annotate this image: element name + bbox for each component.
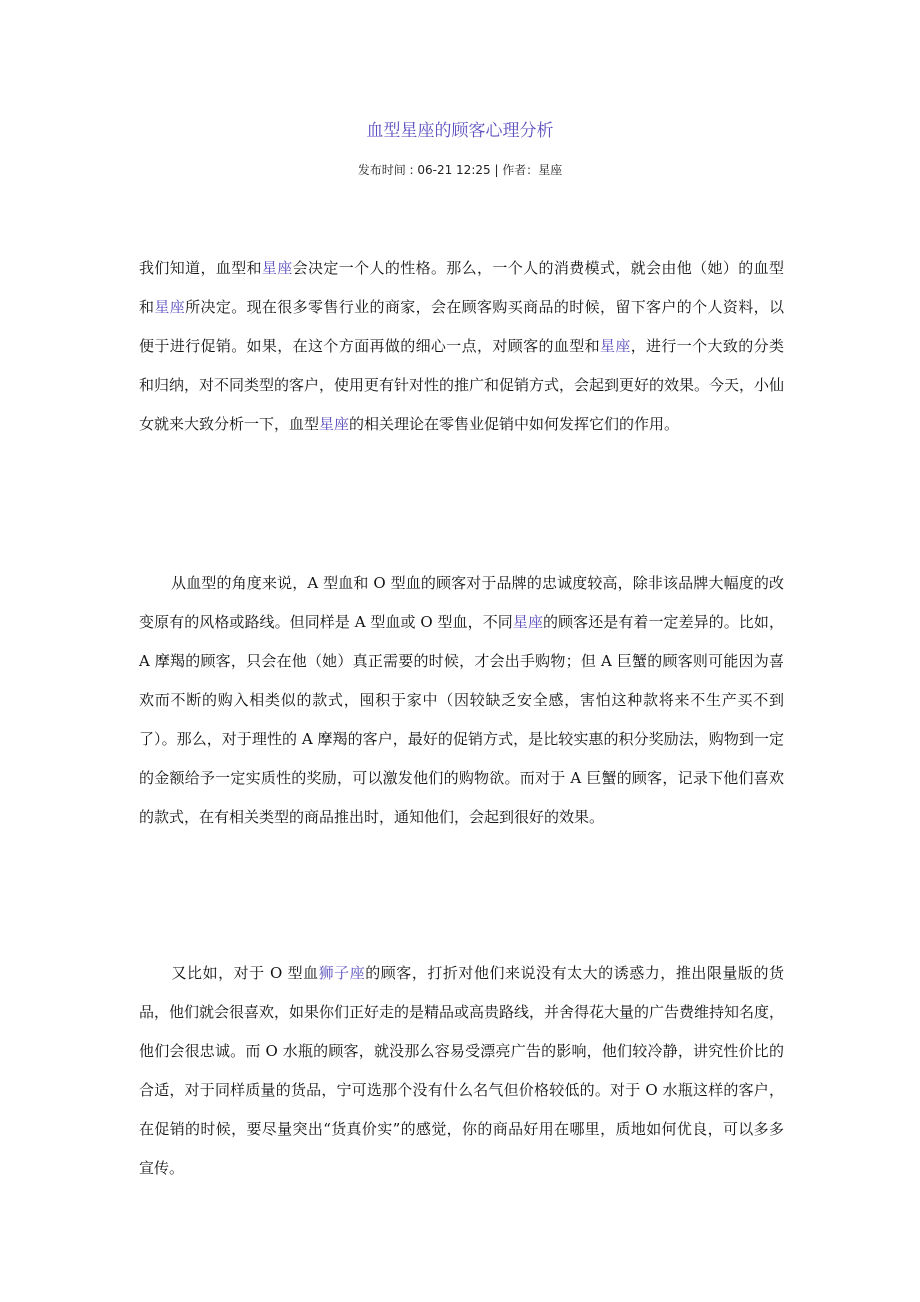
- paragraph-text: ，进行一个大致的分类和归纳，对不同类型的客户，使用更有针对性的推广和促销方式，会起到更好的效果。今天，小仙女就来大致分析一下，血型: [139, 337, 785, 433]
- keyword-link[interactable]: 星座: [261, 259, 293, 277]
- keyword-link[interactable]: 星座: [599, 337, 631, 355]
- paragraph-text: 又比如，对于 O 型血: [171, 964, 319, 982]
- article-paragraph-1: [139, 249, 784, 444]
- paragraph-text: 我们知道，血型和: [139, 259, 262, 277]
- article-meta: 发布时间 : 06-21 12:25 | 作者：星座: [357, 163, 563, 177]
- article-title: 血型星座的顾客心理分析: [366, 121, 554, 141]
- paragraph-text: 所决定。现在很多零售行业的商家，会在顾客购买商品的时候，留下客户的个人资料，以便于进行促销。如果，在这个方面再做的细心一点，对顾客的血型和: [139, 298, 784, 355]
- keyword-link[interactable]: 狮子座: [318, 964, 366, 982]
- paragraph-text: 会决定一个人的性格。那么，一个人的消费模式，就会由他（她）的血型和: [139, 259, 784, 316]
- paragraph-text: 从血型的角度来说，A 型血和 O 型血的顾客对于品牌的忠诚度较高，除非该品牌大幅度的改变原有的风格或路线。但同样是 A 型血或 O 型血，不同: [139, 574, 784, 631]
- article-paragraph-3: [139, 954, 784, 1188]
- article-paragraph-2: [139, 564, 784, 837]
- paragraph-text: 的顾客，打折对他们来说没有太大的诱惑力，推出限量版的货品，他们就会很喜欢，如果你们正好走的是精品或高贵路线，并舍得花大量的广告费维持知名度，他们会很忠诚。而 O 水瓶的顾客，就没那么容易受漂亮广告的影响，他们较冷静，讲究性价比的合适，对于同样质量的货品，宁可选那个没有什么名气但价格较低的。对于 O 水瓶这样的客户，在促销的时候，要尽量突出“货真价实”的感觉，你的商品好用在哪里，质地如何优良，可以多多宣传。: [139, 964, 785, 1177]
- keyword-link[interactable]: 星座: [154, 298, 186, 316]
- keyword-link[interactable]: 星座: [512, 613, 544, 631]
- paragraph-text: 的顾客还是有着一定差异的。比如，A 摩羯的顾客，只会在他（她）真正需要的时候，才会出手购物；但 A 巨蟹的顾客则可能因为喜欢而不断的购入相类似的款式，囤积于家中（因较缺乏安全感，害怕这种款将来不生产买不到了）。那么，对于理性的 A 摩羯的客户，最好的促销方式，是比较实惠的积分奖励法，购物到一定的金额给予一定实质性的奖励，可以激发他们的购物欲。而对于 A 巨蟹的顾客，记录下他们喜欢的款式，在有相关类型的商品推出时，通知他们，会起到很好的效果。: [139, 613, 784, 826]
- paragraph-text: 的相关理论在零售业促销中如何发挥它们的作用。: [349, 415, 680, 433]
- keyword-link[interactable]: 星座: [319, 415, 350, 433]
